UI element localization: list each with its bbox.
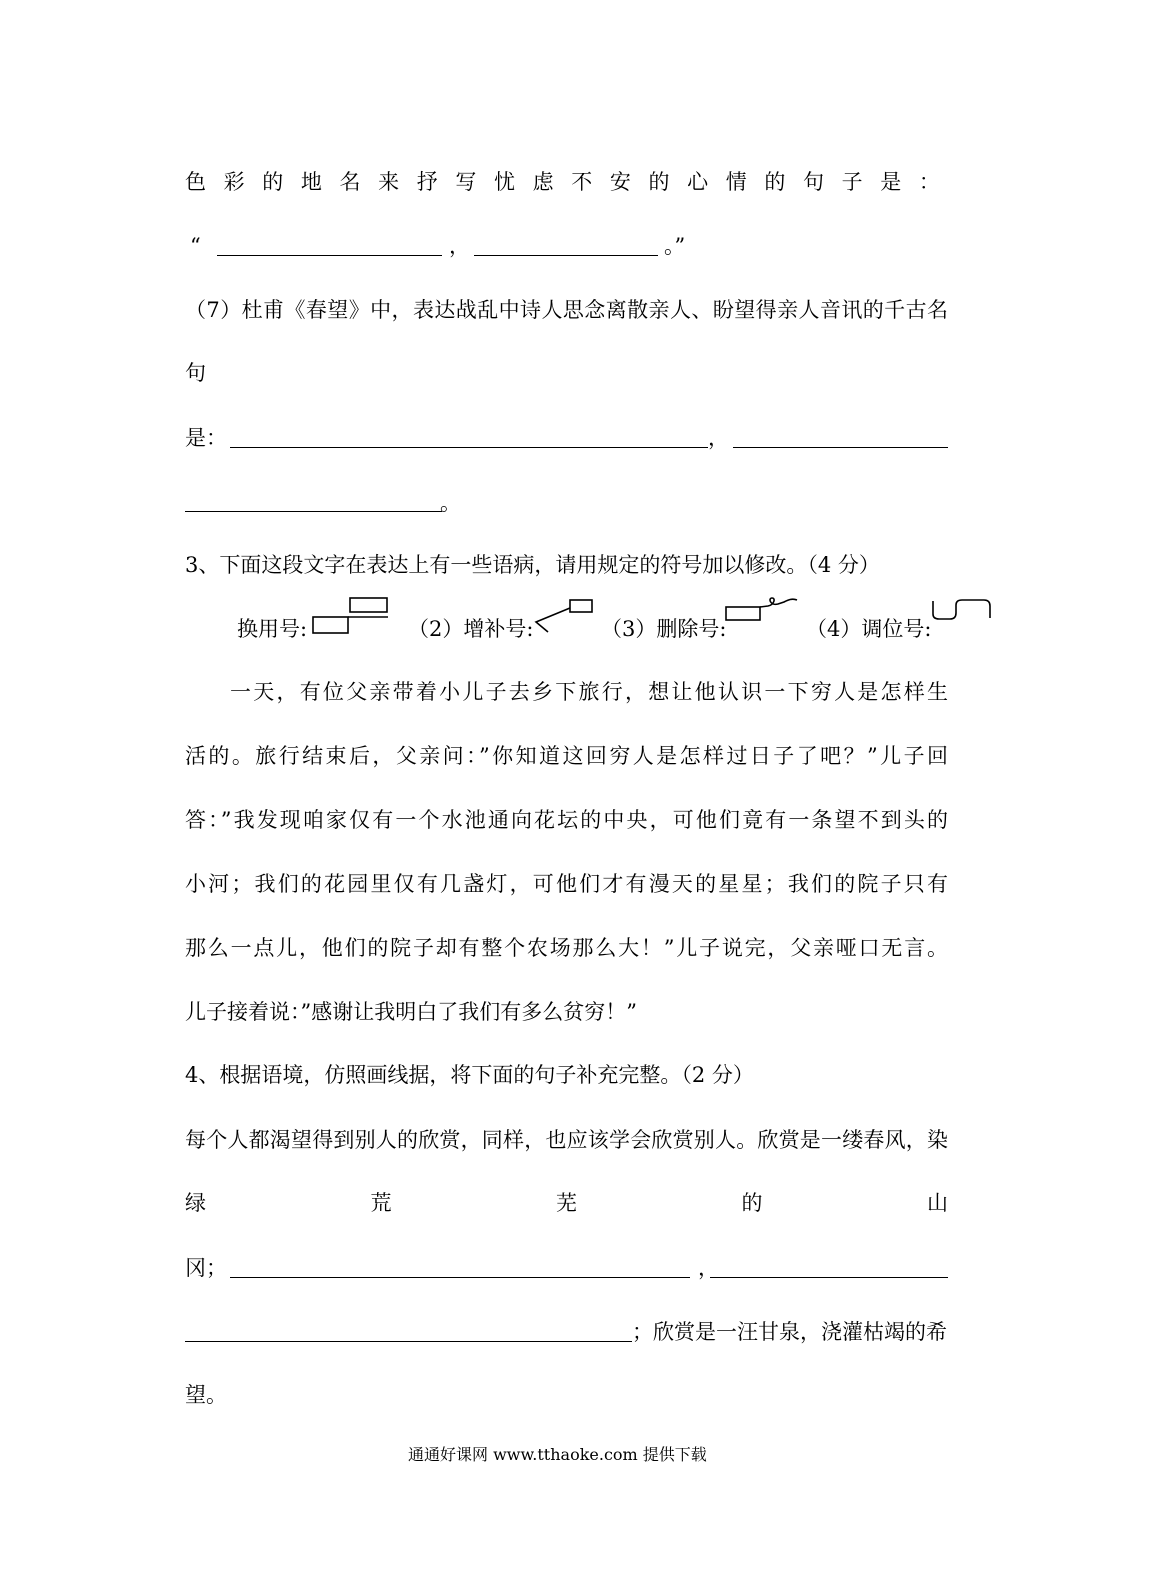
spread-char: 写 <box>455 170 477 194</box>
spread-char: 荒 <box>370 1191 392 1215</box>
q2-7-prompt-end: 句 <box>185 361 206 385</box>
answer-blank <box>230 447 708 448</box>
spread-char: 虑 <box>532 170 554 194</box>
q4-line-prefix: 冈； <box>185 1256 227 1280</box>
delete-mark-icon <box>722 594 802 626</box>
q4-text-end: 望。 <box>185 1383 227 1407</box>
q4-title: 4、根据语境，仿照画线据，将下面的句子补充完整。（2 分） <box>185 1063 754 1087</box>
spread-char: 的 <box>741 1191 763 1215</box>
spread-char: 安 <box>609 170 631 194</box>
spread-char: 心 <box>687 170 709 194</box>
answer-blank <box>185 511 442 512</box>
replace-mark-icon <box>310 594 392 636</box>
spread-char: 子 <box>841 170 863 194</box>
mark-label-delete: （3）删除号: <box>601 617 727 641</box>
comma: ， <box>708 426 729 450</box>
spread-char: 名 <box>339 170 361 194</box>
spread-char: 色 <box>185 170 206 194</box>
comma: ， <box>449 234 470 258</box>
passage-line: 儿子接着说：”感谢让我明白了我们有多么贫穷！” <box>185 1000 637 1024</box>
comma: ， <box>698 1256 719 1280</box>
passage-line: 那么一点儿，他们的院子却有整个农场那么大！”儿子说完，父亲哑口无言。 <box>185 936 948 960</box>
spread-char: 情 <box>725 170 747 194</box>
mark-label-insert: （2）增补号: <box>408 617 534 641</box>
q2-6-line <box>185 167 940 197</box>
answer-blank <box>230 1277 690 1278</box>
q3-title: 3、下面这段文字在表达上有一些语病，请用规定的符号加以修改。（4 分） <box>185 553 880 577</box>
answer-blank <box>710 1277 948 1278</box>
answer-prefix: 是： <box>185 426 227 450</box>
spread-char: 不 <box>571 170 593 194</box>
spread-char: 彩 <box>223 170 245 194</box>
spread-char: 芜 <box>556 1191 577 1215</box>
spread-char: ： <box>918 170 940 194</box>
answer-blank <box>474 255 658 256</box>
spread-char: 抒 <box>416 170 438 194</box>
answer-blank <box>185 1341 632 1342</box>
close-quote: 。” <box>664 234 686 258</box>
insert-mark-icon <box>532 596 596 636</box>
mark-label-transpose: （4）调位号: <box>806 617 932 641</box>
answer-blank <box>733 447 948 448</box>
spread-char: 忧 <box>494 170 515 194</box>
spread-char: 的 <box>262 170 284 194</box>
passage-line: 一天，有位父亲带着小儿子去乡下旅行，想让他认识一下穷人是怎样生 <box>230 680 948 704</box>
q2-7-prompt: （7）杜甫《春望》中，表达战乱中诗人思念离散亲人、盼望得亲人音讯的千古名 <box>185 298 948 322</box>
period: 。 <box>440 491 461 515</box>
q4-line-suffix: ；欣赏是一汪甘泉，浇灌枯竭的希 <box>632 1320 947 1344</box>
spread-char: 绿 <box>185 1191 206 1215</box>
passage-line: 活的。旅行结束后，父亲问：”你知道这回穷人是怎样过日子了吧？”儿子回 <box>185 744 948 768</box>
passage-line: 答：”我发现咱家仅有一个水池通向花坛的中央，可他们竟有一条望不到头的 <box>185 808 948 832</box>
spread-char: 是 <box>880 170 902 194</box>
passage-line: 小河；我们的花园里仅有几盏灯，可他们才有漫天的星星；我们的院子只有 <box>185 872 948 896</box>
spread-char: 句 <box>803 170 824 194</box>
spread-char: 的 <box>764 170 786 194</box>
q4-text-line <box>185 1188 948 1218</box>
q4-text-line: 每个人都渴望得到别人的欣赏，同样，也应该学会欣赏别人。欣赏是一缕春风，染 <box>185 1128 948 1152</box>
spread-char: 来 <box>378 170 400 194</box>
page-footer: 通通好课网 www.tthaoke.com 提供下载 <box>408 1445 707 1464</box>
transpose-mark-icon <box>928 596 996 624</box>
spread-char: 山 <box>927 1191 948 1215</box>
spread-char: 的 <box>648 170 670 194</box>
mark-label-replace: 换用号: <box>237 617 308 641</box>
spread-char: 地 <box>300 170 322 194</box>
answer-blank <box>217 255 442 256</box>
open-quote: “ <box>190 234 201 258</box>
